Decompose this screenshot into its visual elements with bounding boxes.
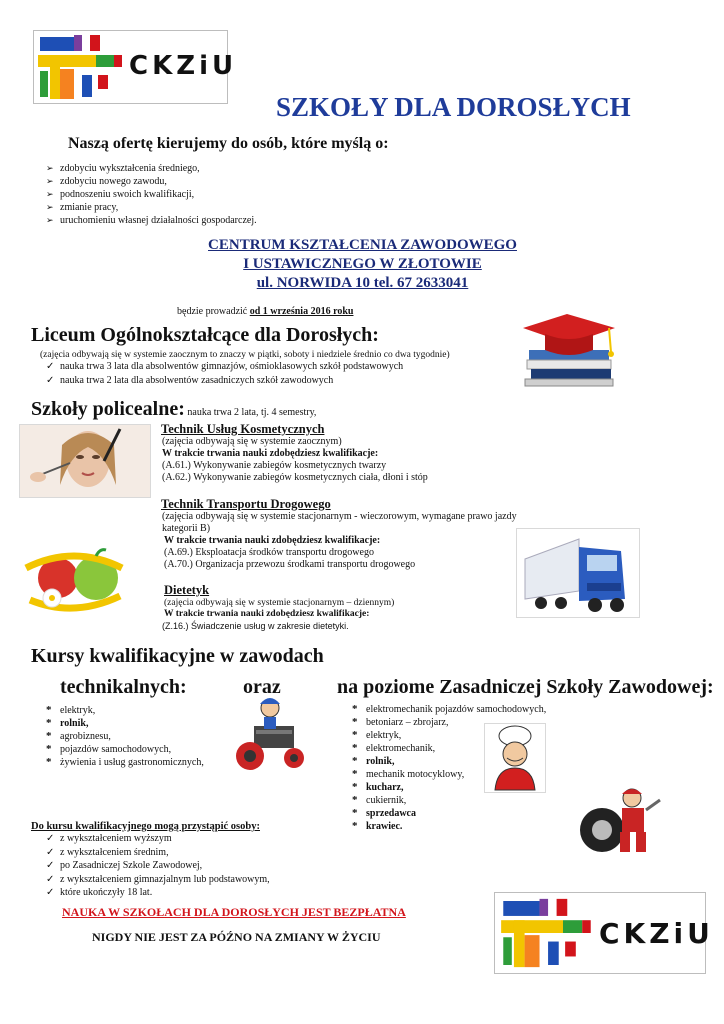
eligible-item: ✓ po Zasadniczej Szkole Zawodowej,: [46, 859, 270, 873]
intro-list: [46, 162, 257, 227]
start-date-line: [177, 306, 353, 319]
start-prefix: będzie prowadzić: [177, 306, 250, 317]
zsz-item: * rolnik,: [352, 755, 546, 768]
dietetyk-q1: (Z.16.) Świadczenie usług w zakresie dietetyki.: [162, 621, 349, 631]
transport-q1: (A.69.) Eksploatacja środków transportu drogowego: [164, 547, 374, 558]
kursy-heading: Kursy kwalifikacyjne w zawodach: [31, 645, 324, 667]
ckziu-logo-mark: [499, 893, 595, 973]
eligible-item: ✓ które ukończyły 18 lat.: [46, 886, 270, 900]
ckziu-logo-mark: [36, 31, 126, 103]
transport-q2: (A.70.) Organizacja przewozu środkami transportu drogowego: [164, 559, 416, 570]
policealne-heading-line: [31, 398, 316, 421]
liceum-item: ✓ nauka trwa 3 lata dla absolwentów gimnazjów, ośmioklasowych szkół podstawowych: [46, 360, 403, 374]
eligible-item: ✓ z wykształceniem średnim,: [46, 846, 270, 860]
eligible-list: [46, 832, 270, 900]
zsz-item: * cukiernik,: [352, 794, 546, 807]
intro-item: ➢ zdobyciu nowego zawodu,: [46, 175, 257, 188]
transport-qual-label: W trakcie trwania nauki zdobędziesz kwalifikacje:: [164, 535, 381, 546]
eligible-item: ✓ z wykształceniem wyższym: [46, 832, 270, 846]
apples-measuring-tape-image: [22, 538, 127, 614]
ckziu-logo-bottom: [494, 892, 714, 974]
chef-image: [484, 723, 546, 793]
technik-item: * żywienia i usług gastronomicznych,: [46, 756, 204, 769]
zsz-item: * mechanik motocyklowy,: [352, 768, 546, 781]
dietetyk-note: (zajęcia odbywają się w systemie stacjonarnym – dziennym): [164, 598, 395, 608]
policealne-duration: nauka trwa 2 lata, tj. 4 semestry,: [184, 407, 317, 418]
zsz-item: * sprzedawca: [352, 807, 546, 820]
liceum-list: [46, 360, 403, 387]
never-too-late-notice: NIGDY NIE JEST ZA PÓŹNO NA ZMIANY W ŻYCIU: [92, 930, 381, 944]
technik-item: * agrobiznesu,: [46, 730, 204, 743]
kosmetyk-q2: (A.62.) Wykonywanie zabiegów kosmetycznych ciała, dłoni i stóp: [162, 472, 428, 483]
zsz-item: * elektryk,: [352, 729, 546, 742]
transport-note-1: (zajęcia odbywają się w systemie stacjonarnym - wieczorowym, wymagane prawo jazdy: [162, 511, 517, 522]
center-address: [160, 236, 565, 293]
intro-item: ➢ podnoszeniu swoich kwalifikacji,: [46, 188, 257, 201]
kosmetyk-q1: (A.61.) Wykonywanie zabiegów kosmetycznych twarzy: [162, 460, 387, 471]
transport-title: Technik Transportu Drogowego: [161, 497, 331, 511]
eligible-heading: Do kursu kwalifikacyjnego mogą przystąpić osoby:: [31, 821, 260, 832]
zsz-item: * elektromechanik,: [352, 742, 546, 755]
kursy-sub-right: na poziome Zasadniczej Szkoły Zawodowej:: [337, 676, 714, 698]
mechanic-wheel-image: [576, 780, 664, 856]
page-title: SZKOŁY DLA DOROSŁYCH: [276, 92, 631, 122]
dietetyk-qual-label: W trakcie trwania nauki zdobędziesz kwalifikacje:: [164, 609, 370, 619]
kursy-sub-mid: oraz: [243, 676, 281, 698]
intro-item: ➢ uruchomieniu własnej działalności gospodarczej.: [46, 214, 257, 227]
liceum-note: (zajęcia odbywają się w systemie zaocznym to znaczy w piątki, soboty i niedziele średnio co dwa tygodnie): [40, 350, 450, 360]
graduation-books-image: [517, 306, 624, 388]
cosmetics-face-image: [19, 424, 151, 498]
liceum-heading: Liceum Ogólnokształcące dla Dorosłych:: [31, 324, 379, 346]
kosmetyk-note: (zajęcia odbywają się w systemie zaocznym): [162, 436, 342, 447]
zsz-item: * elektromechanik pojazdów samochodowych,: [352, 703, 546, 716]
eligible-item: ✓ z wykształceniem gimnazjalnym lub podstawowym,: [46, 873, 270, 887]
technik-item: * elektryk,: [46, 704, 204, 717]
center-line-1: CENTRUM KSZTAŁCENIA ZAWODOWEGO: [208, 237, 517, 253]
policealne-heading: Szkoły policealne:: [31, 398, 185, 420]
dietetyk-title: Dietetyk: [164, 583, 210, 597]
zsz-item: * betoniarz – zbrojarz,: [352, 716, 546, 729]
ckziu-logo-top: [33, 30, 238, 104]
zsz-item: * krawiec.: [352, 820, 546, 833]
zsz-item: * kucharz,: [352, 781, 546, 794]
transport-note-2: kategorii B): [162, 523, 211, 534]
intro-item: ➢ zmianie pracy,: [46, 201, 257, 214]
kursy-sub-left: technikalnych:: [60, 676, 187, 698]
logo-text: CKZiU: [129, 51, 238, 81]
center-line-3: ul. NORWIDA 10 tel. 67 2633041: [256, 275, 469, 291]
tractor-farmer-image: [230, 690, 308, 778]
intro-item: ➢ zdobyciu wykształcenia średniego,: [46, 162, 257, 175]
kosmetyk-title: Technik Usług Kosmetycznych: [161, 422, 325, 436]
start-date: od 1 września 2016 roku: [249, 306, 354, 317]
center-line-2: I USTAWICZNEGO W ZŁOTOWIE: [243, 256, 482, 272]
truck-image: [516, 528, 640, 618]
liceum-item: ✓ nauka trwa 2 lata dla absolwentów zasadniczych szkół zawodowych: [46, 374, 403, 388]
technik-item: * pojazdów samochodowych,: [46, 743, 204, 756]
kosmetyk-qual-label: W trakcie trwania nauki zdobędziesz kwalifikacje:: [162, 448, 379, 459]
free-education-notice: NAUKA W SZKOŁACH DLA DOROSŁYCH JEST BEZPŁATNA: [62, 905, 406, 919]
technik-item: * rolnik,: [46, 717, 204, 730]
intro-heading: Naszą ofertę kierujemy do osób, które myślą o:: [68, 135, 389, 152]
logo-text: CKZiU: [599, 917, 714, 950]
kursy-technik-list: [46, 704, 204, 769]
